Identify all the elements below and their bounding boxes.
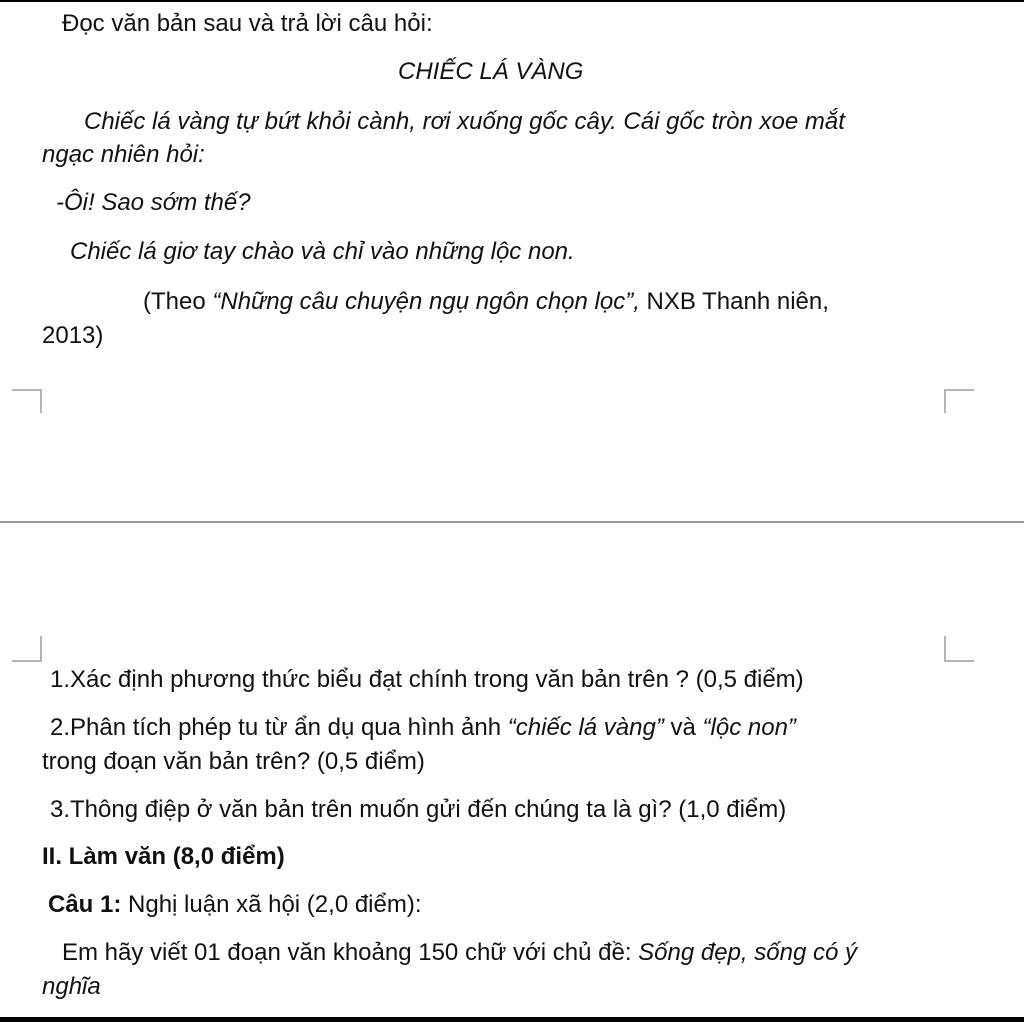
source-publisher: NXB Thanh niên, xyxy=(639,288,829,315)
bottom-border xyxy=(0,1017,1024,1022)
margin-mark-top-right xyxy=(944,389,974,413)
writing-prompt-line-1 xyxy=(62,937,857,969)
story-paragraph-1-line-2: ngạc nhiên hỏi: xyxy=(42,141,205,168)
question-2-term-2: “lộc non” xyxy=(702,714,796,741)
question-2-line-1 xyxy=(50,712,796,744)
margin-mark-bottom-left xyxy=(12,636,42,662)
question-1: 1.Xác định phương thức biểu đạt chính trong văn bản trên ? (0,5 điểm) xyxy=(50,666,804,693)
question-2-line-2: trong đoạn văn bản trên? (0,5 điểm) xyxy=(42,748,425,775)
story-paragraph-1-line-1: Chiếc lá vàng tự bứt khỏi cành, rơi xuống gốc cây. Cái gốc tròn xoe mắt xyxy=(84,108,845,135)
top-border xyxy=(0,0,1024,2)
cau-1-label: Câu 1: xyxy=(48,891,122,918)
section-heading-lam-van: II. Làm văn (8,0 điểm) xyxy=(42,843,285,870)
cau-1-line xyxy=(48,889,422,921)
story-paragraph-3: Chiếc lá giơ tay chào và chỉ vào những lộc non. xyxy=(70,238,575,265)
story-source-year: 2013) xyxy=(42,322,104,349)
question-2-and: và xyxy=(663,714,703,741)
question-2-term-1: “chiếc lá vàng” xyxy=(507,714,664,741)
source-prefix: (Theo xyxy=(143,288,213,315)
question-3: 3.Thông điệp ở văn bản trên muốn gửi đến chúng ta là gì? (1,0 điểm) xyxy=(50,796,787,823)
cau-1-text: Nghị luận xã hội (2,0 điểm): xyxy=(121,891,422,918)
writing-prompt-topic-2: nghĩa xyxy=(42,973,101,1000)
source-title: “Những câu chuyện ngụ ngôn chọn lọc”, xyxy=(212,288,640,315)
story-source xyxy=(143,286,829,318)
instruction-text: Đọc văn bản sau và trả lời câu hỏi: xyxy=(62,10,433,37)
question-2-prefix: 2.Phân tích phép tu từ ẩn dụ qua hình ảnh xyxy=(50,714,508,741)
writing-prompt-topic-1: Sống đẹp, sống có ý xyxy=(638,939,857,966)
margin-mark-top-left xyxy=(12,389,42,413)
page-break-divider xyxy=(0,521,1024,523)
story-title: CHIẾC LÁ VÀNG xyxy=(398,58,584,85)
margin-mark-bottom-right xyxy=(944,636,974,662)
writing-prompt-prefix: Em hãy viết 01 đoạn văn khoảng 150 chữ với chủ đề: xyxy=(62,939,639,966)
story-paragraph-2: -Ôi! Sao sớm thế? xyxy=(56,189,251,216)
